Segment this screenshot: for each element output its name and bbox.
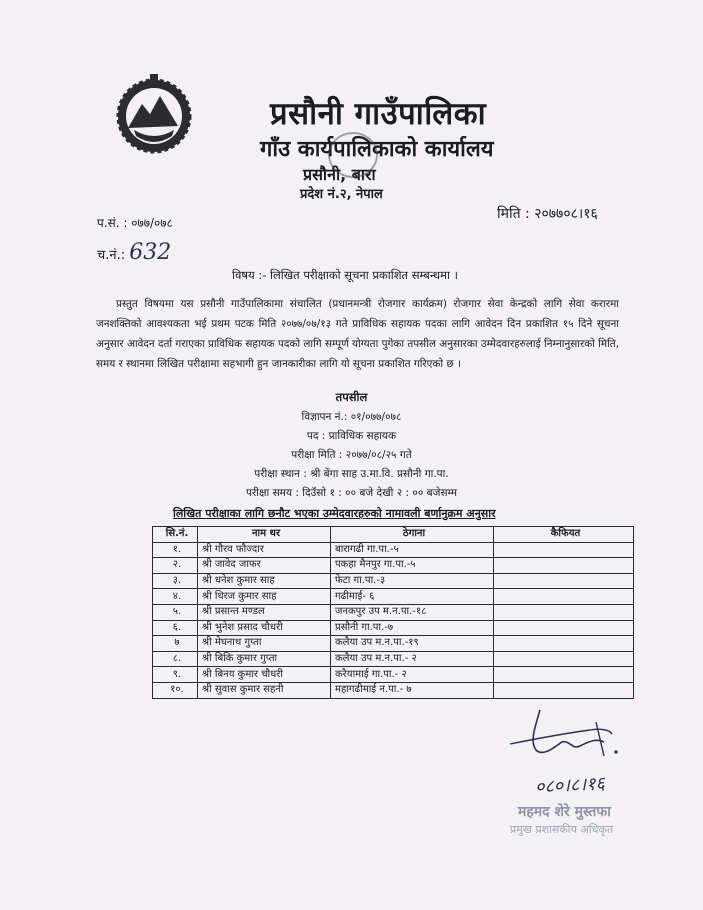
table-row (153, 589, 634, 605)
office-name: गाँउ कार्यपालिकाको कार्यालय (260, 137, 494, 162)
cell-address: कलैया उप म.न.पा.-१९ (331, 636, 494, 652)
cell-serial: ७ (153, 636, 198, 652)
cell-address: फेटा गा.पा.-३ (331, 573, 494, 589)
details-heading: तपसील (335, 390, 368, 404)
cell-remarks (494, 542, 634, 558)
table-row (153, 620, 634, 636)
cell-name: श्री प्रसान्त मण्डल (198, 604, 331, 620)
cell-address: गढीमाई- ६ (331, 589, 494, 605)
stamp-officer-title: प्रमुख प्रशासकीय अधिकृत (510, 823, 614, 836)
cell-remarks (494, 651, 634, 667)
candidate-table (152, 526, 634, 699)
table-title: लिखित परीक्षाका लागि छनौट भएका उम्मेदवारहरुको नामावली बर्णानुक्रम अनुसार (173, 507, 496, 520)
cell-name: श्री धनेश कुमार साह (198, 573, 331, 589)
notice-date: मिति : २०७७०८।१६ (497, 206, 598, 222)
notice-body: प्रस्तुत विषयमा यस प्रसौनी गाउँपालिकामा संचालित (प्रधानमन्त्री रोजगार कार्यक्रम) रोजगार सेवा केन्द्रको लागि सेवा करारमा जनशक्तिको आवश्यकता भई प्रथम पटक मिति २०७७/०७/१३ गते प्राविधिक सहायक पदका लागि आवेदन दिन प्रकाशित १५ दिने सूचना अनुसार आवेदन दर्ता गराएका प्राविधिक सहायक पदको लागि सम्पूर्ण योग्यता पुगेका तपसील अनुसारका उम्मेदवारहरुलाई निम्नानुसारको मिति, समय र स्थानमा लिखित परीक्षामा सहभागी हुन जानकारीका लागि यो सूचना प्रकाशित गरिएको छ । (96, 298, 619, 370)
cell-address: महागढीमाई न.पा.- ७ (331, 682, 494, 698)
cell-remarks (494, 604, 634, 620)
office-address: प्रसौनी, बारा (303, 165, 376, 184)
table-row (153, 651, 634, 667)
detail-exam-date: परीक्षा मिति : २०७७/०८/२५ गते (291, 449, 412, 461)
cell-name: श्री सुवास कुमार सहनी (198, 682, 331, 698)
cell-address: करैयामाई गा.पा.- २ (331, 667, 494, 683)
stamp-officer-name: महमद शेरे मुस्तफा (518, 804, 611, 820)
cell-name: श्री बिनय कुमार चौधरी (198, 667, 331, 683)
table-row (153, 667, 634, 683)
cell-remarks (494, 620, 634, 636)
table-header-row (153, 527, 634, 543)
cell-address: बारागढी गा.पा.-५ (331, 542, 494, 558)
cell-name: श्री भुनेश प्रसाद चौधरी (198, 620, 331, 636)
subject-line: विषय :- लिखित परीक्षाको सूचना प्रकाशित सम्बन्धमा । (232, 268, 458, 282)
cell-serial: ९. (153, 667, 198, 683)
cell-remarks (494, 667, 634, 683)
cell-name: श्री बिकि कुमार गुप्ता (198, 651, 331, 667)
cell-serial: १०. (153, 682, 198, 698)
cell-address: कलैया उप म.न.पा.- २ (331, 651, 494, 667)
dispatch-number-handwritten: 632 (129, 240, 172, 265)
dispatch-number (97, 240, 171, 265)
dispatch-number-label: च.नं.: (97, 248, 126, 263)
reference-number: प.सं. : ०७७/०७८ (97, 216, 173, 230)
cell-serial: ३. (153, 573, 198, 589)
table-row (153, 573, 634, 589)
col-serial: सि.नं. (153, 527, 198, 543)
table-row (153, 682, 634, 698)
detail-exam-time: परीक्षा समय : दिउँसो १ : ०० बजे देखी २ : ०० बजेसम्म (246, 487, 457, 499)
cell-serial: ८. (153, 651, 198, 667)
cell-address: प्रसौनी गा.पा.-७ (331, 620, 494, 636)
signature-scribble (500, 700, 630, 770)
office-seal (328, 132, 378, 178)
cell-address: पकहा मैनपुर गा.पा.-५ (331, 558, 494, 574)
org-name: प्रसौनी गाउँपालिका (270, 96, 487, 132)
table-row (153, 636, 634, 652)
col-remarks: कैफियत (494, 527, 634, 543)
cell-remarks (494, 589, 634, 605)
cell-remarks (494, 682, 634, 698)
table-row (153, 542, 634, 558)
office-province: प्रदेश नं.२, नेपाल (300, 187, 383, 202)
col-address: ठेगाना (331, 527, 494, 543)
cell-serial: १. (153, 542, 198, 558)
cell-name: श्री जावेद जाफर (198, 558, 331, 574)
table-row (153, 558, 634, 574)
detail-advert-no: विज्ञापन नं.: ०१/०७७/०७८ (301, 411, 402, 423)
nepal-emblem-icon (114, 70, 194, 158)
cell-serial: ५. (153, 604, 198, 620)
col-name: नाम थर (198, 527, 331, 543)
cell-address: जनकपुर उप म.न.पा.-१८ (331, 604, 494, 620)
cell-name: श्री गौरव फौज्दार (198, 542, 331, 558)
cell-serial: ६. (153, 620, 198, 636)
cell-name: श्री मेघनाथ गुप्ता (198, 636, 331, 652)
table-row (153, 604, 634, 620)
cell-remarks (494, 573, 634, 589)
detail-exam-venue: परीक्षा स्थान : श्री बेंगा साह उ.मा.वि. प्रसौनी गा.पा. (254, 468, 449, 480)
signature-date: ०८०।८।१६ (534, 773, 606, 798)
cell-serial: ४. (153, 589, 198, 605)
cell-remarks (494, 636, 634, 652)
cell-serial: २. (153, 558, 198, 574)
detail-post: पद : प्राविधिक सहायक (306, 430, 397, 442)
cell-name: श्री धिरज कुमार साह (198, 589, 331, 605)
cell-remarks (494, 558, 634, 574)
